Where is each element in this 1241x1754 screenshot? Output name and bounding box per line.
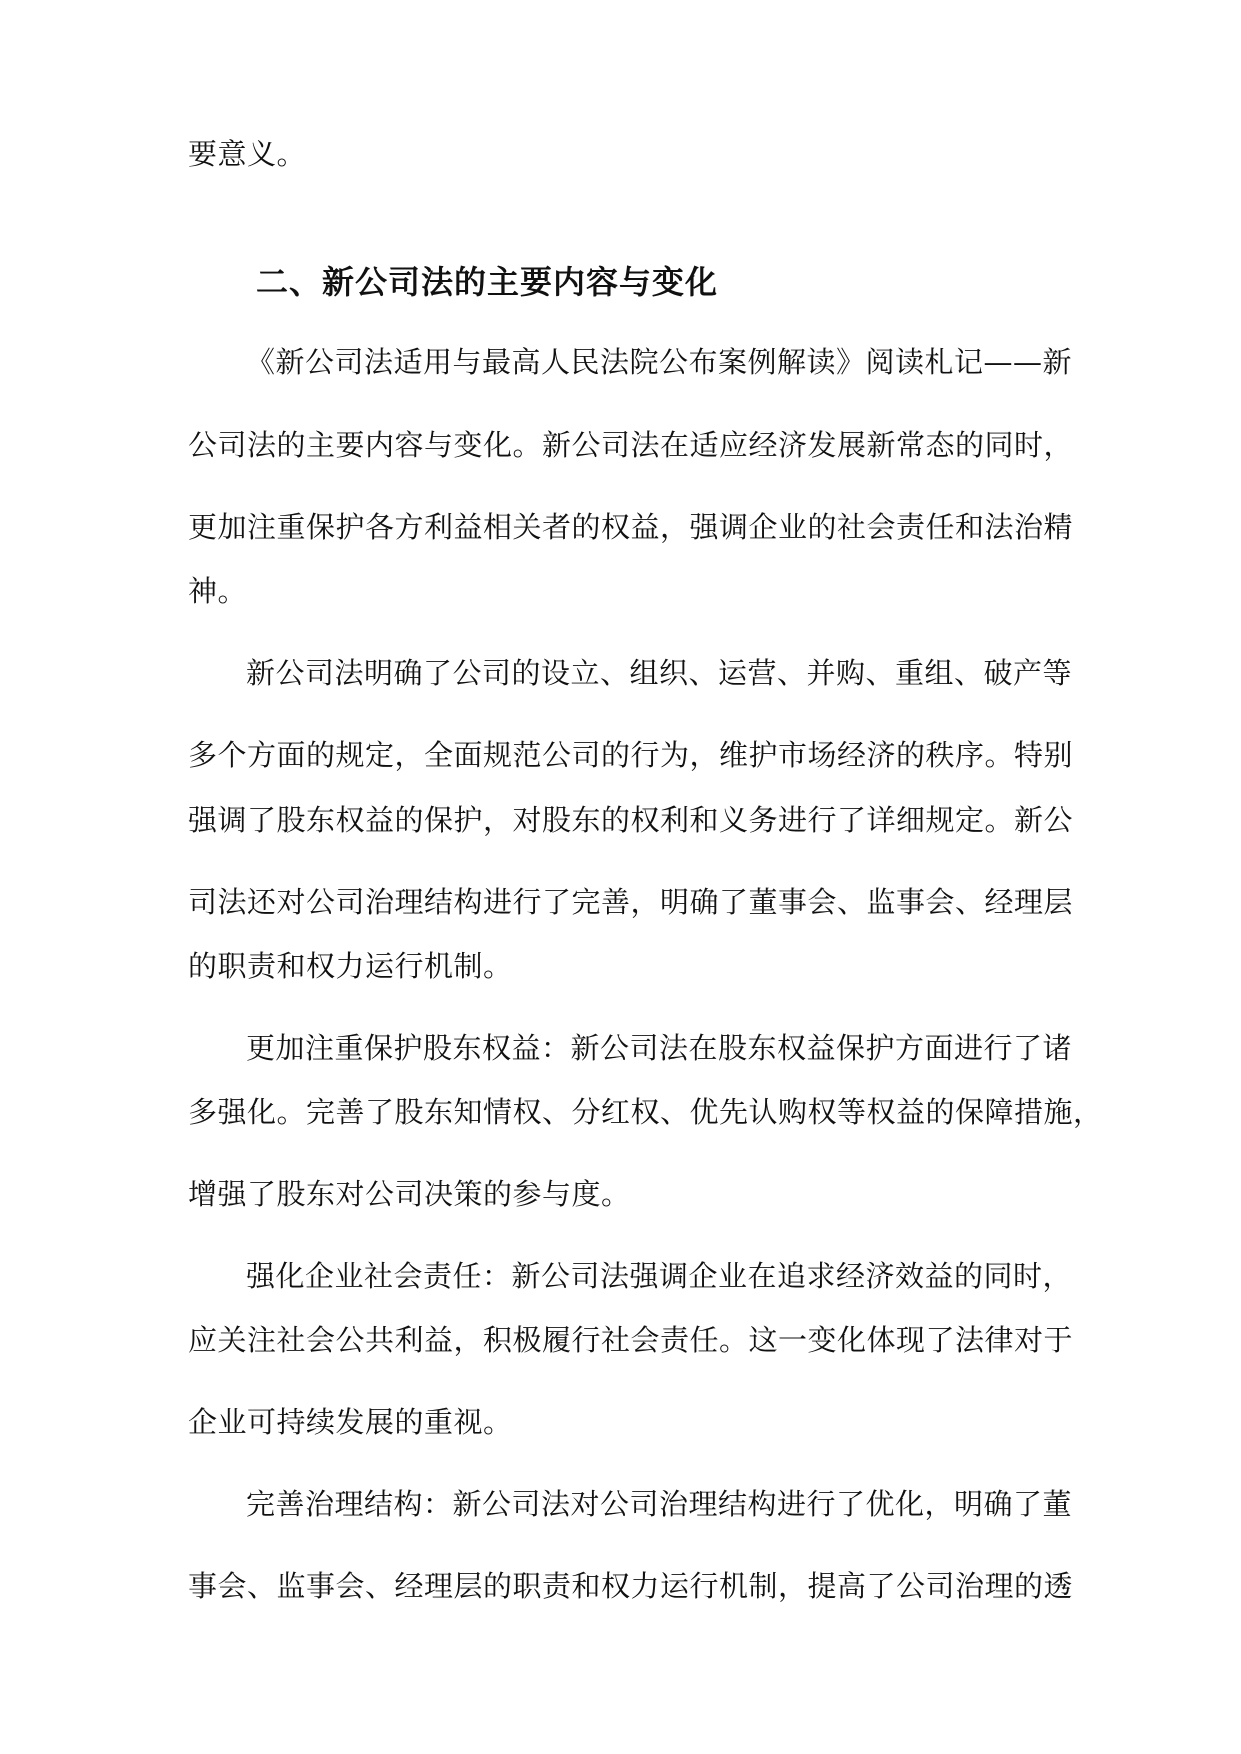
paragraph-line: 新公司法明确了公司的设立、组织、运营、并购、重组、破产等: [246, 656, 1073, 690]
paragraph-line: 神。: [188, 574, 248, 608]
paragraph-line: 多个方面的规定，全面规范公司的行为，维护市场经济的秩序。特别: [188, 738, 1074, 772]
paragraph-line: 多强化。完善了股东知情权、分红权、优先认购权等权益的保障措施，: [188, 1095, 1103, 1129]
paragraph-line: 强化企业社会责任：新公司法强调企业在追求经济效益的同时，: [246, 1259, 1073, 1293]
paragraph-line: 司法还对公司治理结构进行了完善，明确了董事会、监事会、经理层: [188, 885, 1074, 919]
paragraph-line: 完善治理结构：新公司法对公司治理结构进行了优化，明确了董: [246, 1487, 1073, 1521]
paragraph-line: 企业可持续发展的重视。: [188, 1405, 513, 1439]
paragraph-line: 强调了股东权益的保护，对股东的权利和义务进行了详细规定。新公: [188, 803, 1074, 837]
paragraph-line: 公司法的主要内容与变化。新公司法在适应经济发展新常态的同时，: [188, 428, 1074, 462]
paragraph-line: 增强了股东对公司决策的参与度。: [188, 1177, 631, 1211]
paragraph-line: 更加注重保护各方利益相关者的权益，强调企业的社会责任和法治精: [188, 510, 1074, 544]
paragraph-line: 更加注重保护股东权益：新公司法在股东权益保护方面进行了诸: [246, 1031, 1073, 1065]
paragraph-line: 《新公司法适用与最高人民法院公布案例解读》阅读札记——新: [246, 345, 1073, 379]
paragraph-line: 的职责和权力运行机制。: [188, 949, 513, 983]
carryover-line: 要意义。: [188, 137, 307, 171]
section-heading: 二、新公司法的主要内容与变化: [256, 263, 719, 301]
paragraph-line: 应关注社会公共利益，积极履行社会责任。这一变化体现了法律对于: [188, 1323, 1074, 1357]
paragraph-line: 事会、监事会、经理层的职责和权力运行机制，提高了公司治理的透: [188, 1569, 1074, 1603]
